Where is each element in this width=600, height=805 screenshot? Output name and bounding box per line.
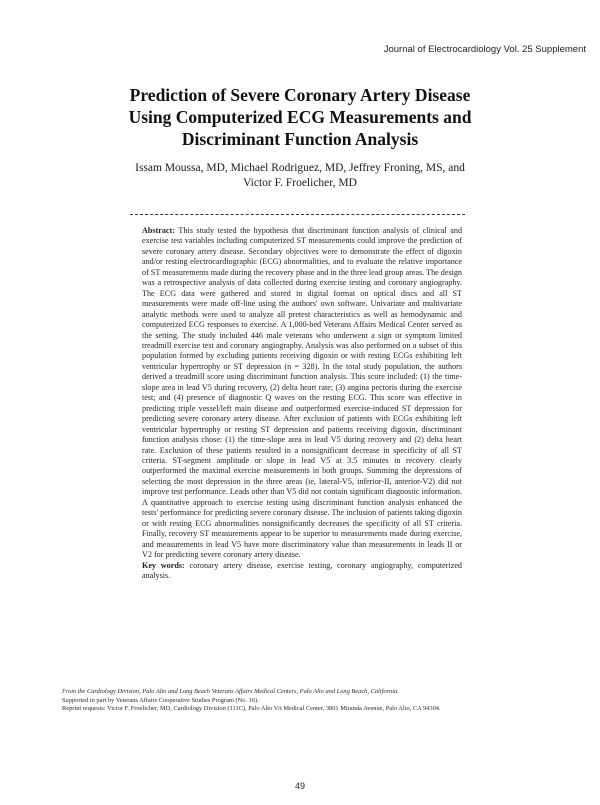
- footnote-support: Supported in part by Veterans Affairs Cooperative Studies Program (No. 16).: [62, 696, 259, 704]
- journal-header: Journal of Electrocardiology Vol. 25 Supplement: [383, 44, 586, 55]
- footnote-affiliation: From the Cardiology Division, Palo Alto and Long Beach Veterans Affairs Medical Centers, Palo Alto and Long Beach, California.: [62, 688, 399, 695]
- page-number: 49: [294, 781, 305, 791]
- footnote-reprints: Reprint requests: Victor F. Froelicher, MD, Cardiology Division (111C), Palo Alto VA Medical Center, 3801 Miranda Avenue, Palo Alto, CA 94304.: [62, 705, 441, 712]
- abstract-label: Abstract:: [142, 226, 175, 235]
- section-divider: [130, 214, 465, 215]
- title-line-3: Discriminant Function Analysis: [181, 129, 419, 149]
- footnotes: [62, 688, 532, 714]
- keywords: [142, 561, 462, 582]
- author-list: [60, 161, 540, 191]
- abstract: [142, 226, 462, 581]
- authors-line-1: Issam Moussa, MD, Michael Rodriguez, MD, Jeffrey Froning, MS, and: [135, 162, 465, 174]
- keywords-label: Key words:: [142, 560, 185, 570]
- authors-line-2: Victor F. Froelicher, MD: [243, 177, 357, 189]
- title-line-1: Prediction of Severe Coronary Artery Disease: [129, 85, 471, 105]
- keywords-text: coronary artery disease, exercise testing, coronary angiography, computerized analysis.: [142, 560, 462, 580]
- abstract-text: This study tested the hypothesis that discriminant function analysis of clinical and exercise test variables including computerized ST measurements could improve the prediction of severe coronary artery disease. Secondary objectives were to demonstrate the effect of digoxin and/or resting electrocardiographic (ECG) abnormalities, and to evaluate the relative importance of ST measurements made during the recovery phase and in the three lead group areas. The design was a retrospective analysis of data collected during exercise testing and coronary angiography. The ECG data were gathered and stored in digital format on optical discs and all ST measurements were made off-line using the authors' own software. Univariate and multivariate analytic methods were used to analyze all pretest characteristics as well as hemodynamic and computerized ECG responses to exercise. A 1,000-bed Veterans Affairs Medical Center served as the setting. The study included 446 male veterans who underwent a sign or symptom limited treadmill exercise test and coronary angiography. Analysis was also performed on a subset of this population formed by excluding patients receiving digoxin or with resting ECGs exhibiting left ventricular hypertrophy or ST depression (n = 328). In the total study population, the authors derived a treadmill score using discriminant function analysis. This score included: (1) the time-slope area in lead V5 during recovery, (2) delta heart rate; (3) angina pectoris during the exercise test; and (4) presence of diagnostic Q waves on the resting ECG. This score was effective in predicting triple vessel/left main disease and outperformed exercise-induced ST depression for predicting severe coronary artery disease. After exclusion of patients with ECGs exhibiting left ventricular hypertrophy or resting ST depression and patients receiving digoxin, discriminant function analysis chose: (1) the time-slope area in lead V5 during recovery and (2) delta heart rate. Exclusion of these patients resulted in a nonsignificant decrease in specificity of all ST criteria. ST-segment amplitude or slope in lead V5 at 3.5 minutes in recovery clearly outperformed the maximal exercise measurements in both groups. Summing the depressions of selecting the most depression in the three areas (ie, lateral-V5, inferior-II, anterior-V2) did not improve test performance. Leads other than V5 did not contain significant diagnostic information. A quantitative approach to exercise testing using discriminant function analysis enhanced the tests' performance for predicting severe coronary disease. The inclusion of patients taking digoxin or with resting ECG abnormalities nonsignificantly decreases the specificity of all ST criteria. Finally, recovery ST measurements appear to be superior to measurements made during exercise, and measurements in lead V5 have more discriminatory value than measurements in leads II or V2 for predicting severe coronary artery disease.: [142, 226, 463, 560]
- title-line-2: Using Computerized ECG Measurements and: [128, 107, 472, 127]
- article-title: [40, 84, 560, 150]
- abstract-paragraph: [142, 226, 462, 561]
